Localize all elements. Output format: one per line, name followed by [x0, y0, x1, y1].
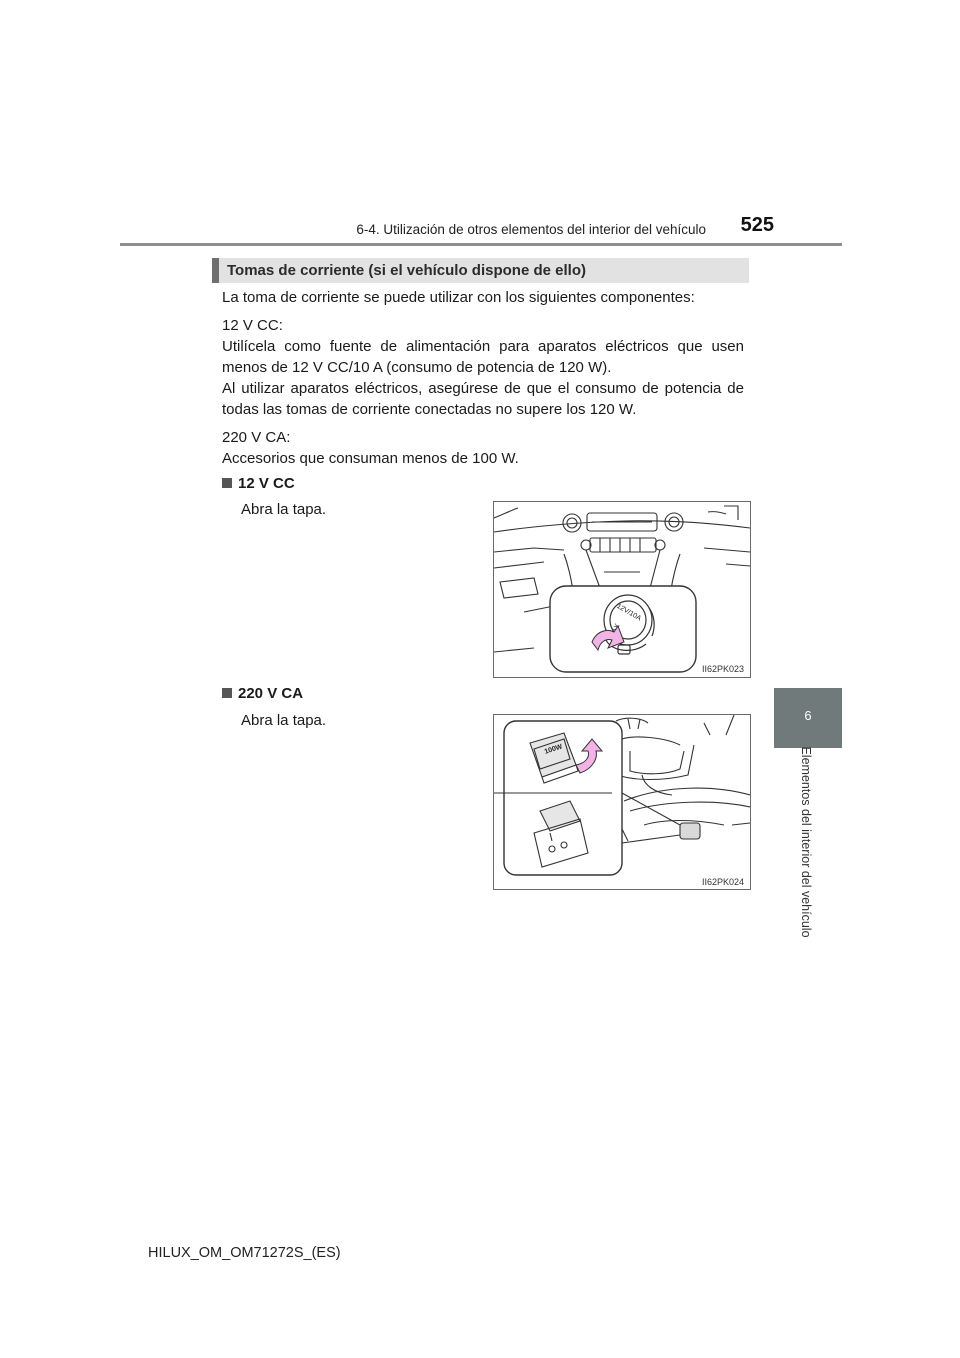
cap-label-top: 12V/10A	[615, 602, 643, 623]
dc-label: 12 V CC:	[222, 317, 283, 334]
console-socket-illustration	[494, 715, 750, 889]
ac-text: Accesorios que consuman menos de 100 W.	[222, 450, 519, 467]
subheading-text: 12 V CC	[238, 475, 295, 492]
dashboard-socket-illustration	[494, 502, 750, 677]
section-heading-accent	[212, 258, 219, 283]
header-rule	[120, 243, 842, 246]
running-head: 6-4. Utilización de otros elementos del interior del vehículo	[356, 222, 706, 237]
figure-12v-socket	[493, 501, 751, 678]
subheading-220v-ac	[222, 685, 303, 702]
subheading-text: 220 V CA	[238, 685, 304, 702]
figure-220v-socket	[493, 714, 751, 890]
ac-label: 220 V CA:	[222, 429, 291, 446]
dc-text-line: todas las tomas de corriente conectadas no supere los 120 W.	[222, 401, 637, 418]
instruction-text: Abra la tapa.	[241, 501, 327, 518]
dc-text-line: Al utilizar aparatos eléctricos, asegúrese de que el consumo de potencia de	[222, 380, 744, 397]
section-title: Tomas de corriente (si el vehículo dispone de ello)	[227, 262, 586, 279]
page-number: 525	[740, 214, 774, 236]
figure-code: II62PK024	[701, 877, 744, 887]
chapter-tab-number: 6	[804, 708, 812, 723]
figure-code: II62PK023	[701, 664, 744, 674]
instruction-text: Abra la tapa.	[241, 712, 327, 729]
square-bullet-icon	[222, 478, 232, 488]
dc-text-line: menos de 12 V CC/10 A (consumo de potencia de 120 W).	[222, 359, 612, 376]
socket-label: 100W	[543, 743, 564, 756]
subheading-12v-dc	[222, 475, 295, 492]
chapter-tab-label: Elementos del interior del vehículo	[799, 746, 813, 938]
document-code: HILUX_OM_OM71272S_(ES)	[148, 1245, 341, 1261]
square-bullet-icon	[222, 688, 232, 698]
intro-paragraph: La toma de corriente se puede utilizar con los siguientes componentes:	[222, 289, 695, 306]
dc-text-line: Utilícela como fuente de alimentación para aparatos eléctricos que usen	[222, 338, 744, 355]
